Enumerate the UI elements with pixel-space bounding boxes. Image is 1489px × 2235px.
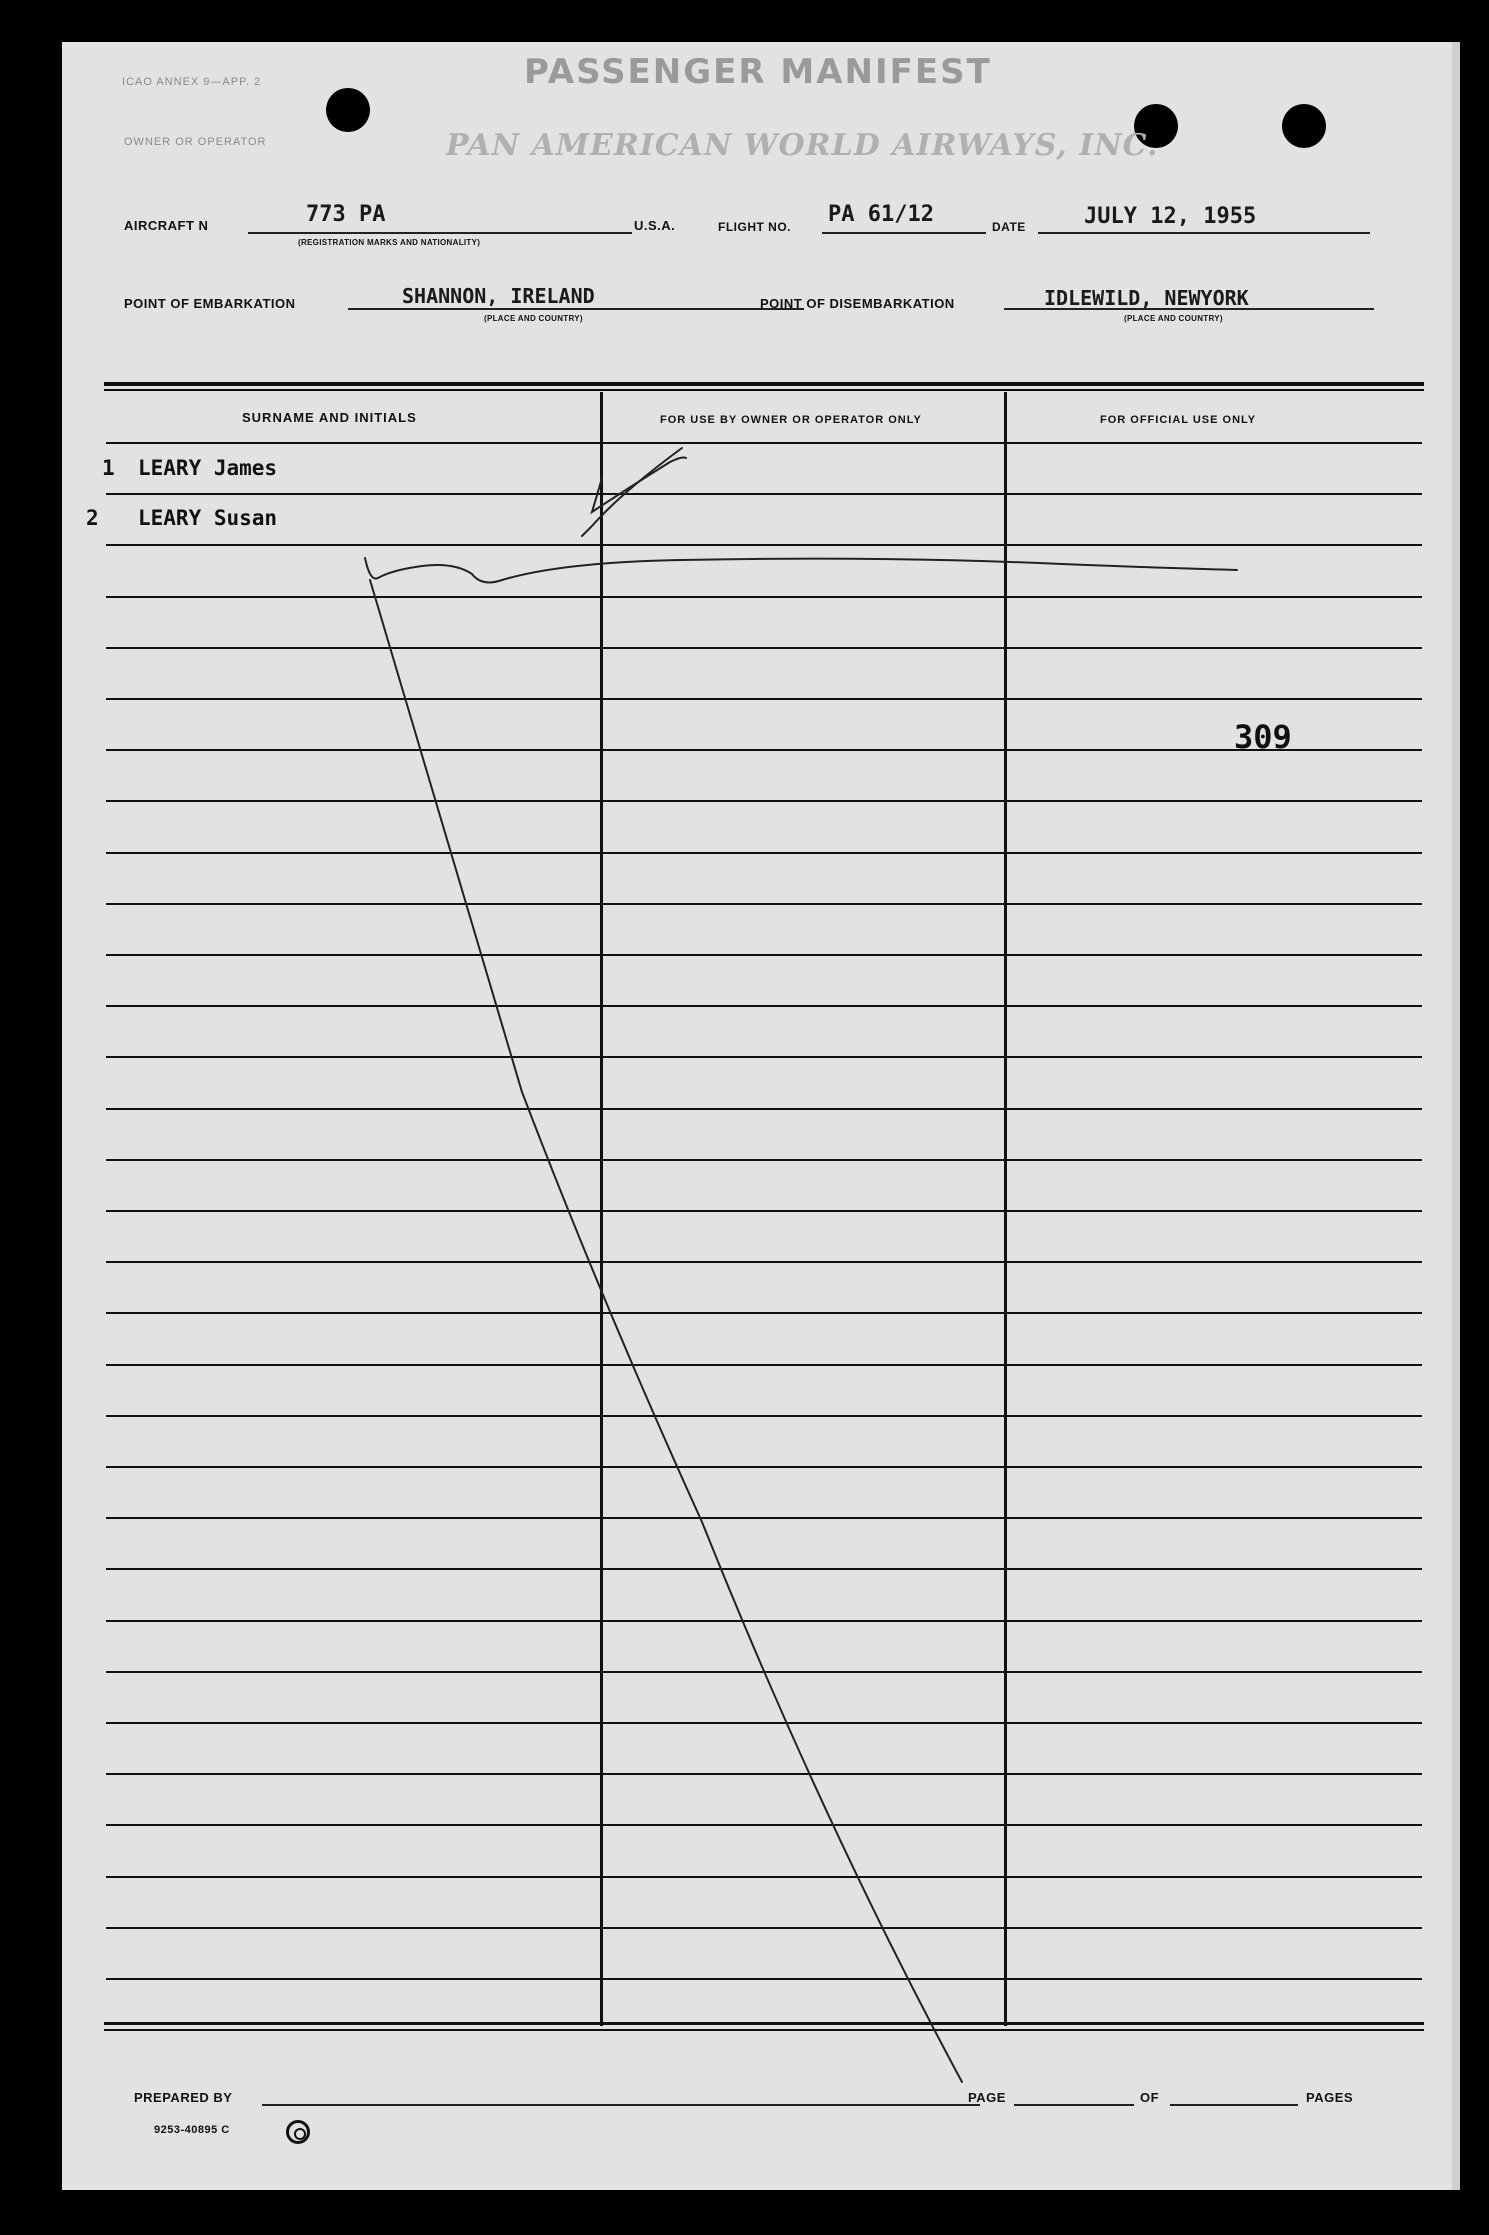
pen-marks [62,42,1452,2190]
embarkation-line [348,308,804,310]
table-row-rule [106,1773,1422,1775]
owner-value: PAN AMERICAN WORLD AIRWAYS, INC. [446,128,1159,163]
table-row-rule [106,442,1422,444]
page-title: PASSENGER MANIFEST [524,52,992,92]
date-label: DATE [992,220,1026,234]
aircraft-value: 773 PA [306,202,386,227]
punch-hole-right-2 [1282,104,1326,148]
date-value: JULY 12, 1955 [1084,204,1257,229]
table-row-rule [106,1108,1422,1110]
passenger-2-name: LEARY Susan [138,506,278,530]
cancel-loop-icon [365,558,1237,582]
table-row-rule [106,1056,1422,1058]
table-row-rule [106,1261,1422,1263]
manifest-document [62,42,1460,2190]
table-row-rule [106,1927,1422,1929]
table-row-rule [106,852,1422,854]
table-row-rule [106,698,1422,700]
table-row-rule [106,1568,1422,1570]
table-row-rule [106,1517,1422,1519]
table-row-rule [106,903,1422,905]
punch-hole-left [326,88,370,132]
table-row-rule [106,800,1422,802]
column-divider-1 [600,392,603,2026]
flight-label: FLIGHT NO. [718,220,791,234]
table-top-rule-2 [104,389,1424,391]
flight-value: PA 61/12 [828,202,934,227]
table-row-rule [106,544,1422,546]
page-label: PAGE [968,2090,1006,2105]
table-row-rule [106,1671,1422,1673]
table-row-rule [106,1159,1422,1161]
embarkation-caption: (PLACE AND COUNTRY) [484,314,583,323]
flight-country: U.S.A. [634,218,676,233]
form-number: 9253-40895 C [154,2124,230,2136]
flight-line [822,232,986,234]
table-row-rule [106,1005,1422,1007]
passenger-1-number: 1 [102,456,115,480]
table-row-rule [106,596,1422,598]
owner-label: OWNER OR OPERATOR [124,136,267,148]
table-row-rule [106,1466,1422,1468]
table-row-rule [106,647,1422,649]
aircraft-caption: (REGISTRATION MARKS AND NATIONALITY) [298,238,481,247]
prepared-by-label: PREPARED BY [134,2090,233,2105]
table-row-rule [106,1876,1422,1878]
embarkation-label: POINT OF EMBARKATION [124,296,296,311]
aircraft-line [248,232,632,234]
embarkation-value: SHANNON, IRELAND [402,284,595,308]
disembarkation-caption: (PLACE AND COUNTRY) [1124,314,1223,323]
column-header-surname: SURNAME AND INITIALS [242,410,417,425]
column-divider-2 [1004,392,1007,2026]
table-row-rule [106,1978,1422,1980]
strike-through-line-icon [370,580,962,2082]
column-header-official: FOR OFFICIAL USE ONLY [1100,414,1257,426]
passenger-1-name: LEARY James [138,456,278,480]
page-line [1014,2104,1134,2106]
check-mark-1-icon [592,458,686,513]
table-bottom-rule-2 [104,2029,1424,2031]
approval-text: ICAO ANNEX 9—APP. 2 [122,76,262,88]
table-top-rule-1 [104,382,1424,386]
table-row-rule [106,1364,1422,1366]
table-row-rule [106,1312,1422,1314]
table-row-rule [106,1210,1422,1212]
table-row-rule [106,749,1422,751]
table-row-rule [106,954,1422,956]
prepared-by-line [262,2104,980,2106]
printer-seal-icon [286,2120,310,2144]
official-number: 309 [1234,718,1292,756]
disembarkation-label: POINT OF DISEMBARKATION [760,296,955,311]
table-row-rule [106,1415,1422,1417]
table-row-rule [106,1722,1422,1724]
pages-label: PAGES [1306,2090,1354,2105]
date-line [1038,232,1370,234]
passenger-2-number: 2 [86,506,99,530]
table-row-rule [106,493,1422,495]
disembarkation-value: IDLEWILD, NEWYORK [1044,286,1249,310]
column-header-operator: FOR USE BY OWNER OR OPERATOR ONLY [660,414,922,426]
table-row-rule [106,1620,1422,1622]
table-bottom-rule-1 [104,2022,1424,2025]
aircraft-label: AIRCRAFT N [124,218,209,233]
of-label: OF [1140,2090,1160,2105]
of-line [1170,2104,1298,2106]
check-mark-2-icon [582,448,682,536]
table-row-rule [106,1824,1422,1826]
